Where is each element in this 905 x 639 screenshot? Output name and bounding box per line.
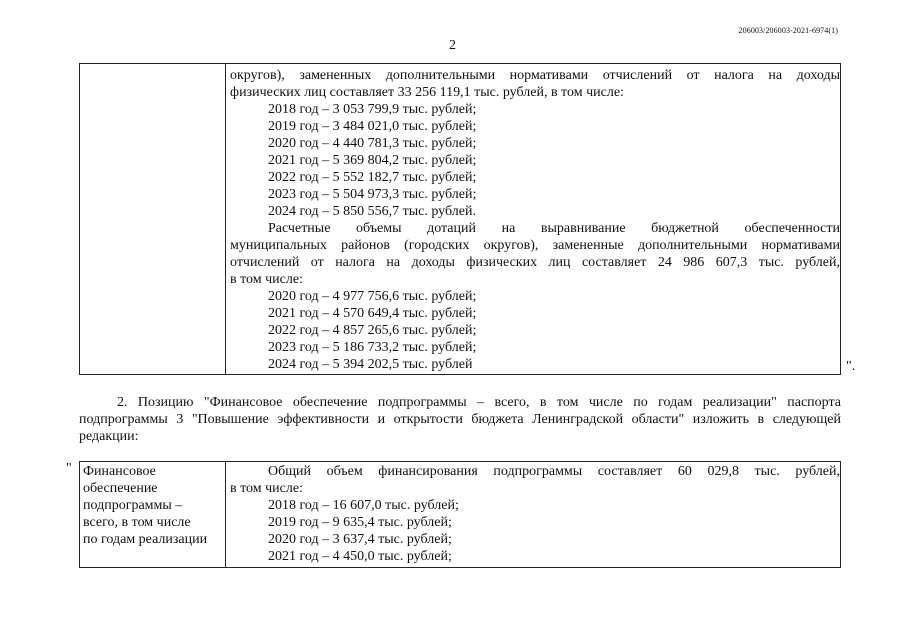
text-line: 2019 год – 9 635,4 тыс. рублей; [268,515,452,530]
page-number: 2 [449,38,456,53]
position-label-cell [83,463,223,548]
text-line: муниципальных районов (городских округов), замененные дополнительными нормативами [230,238,840,253]
paragraph-line: подпрограммы 3 "Повышение эффективности и открытости бюджета Ленинградской области" изложить в следующей [79,412,841,427]
label-line: по годам реализации [83,532,208,547]
text-line: в том числе: [230,272,303,287]
text-line: 2018 год – 16 607,0 тыс. рублей; [268,498,459,513]
label-line: Финансовое [83,464,156,479]
text-line: 2021 год – 5 369 804,2 тыс. рублей; [268,153,477,168]
text-line: 2024 год – 5 850 556,7 тыс. рублей. [268,204,476,219]
text-line: 2023 год – 5 186 733,2 тыс. рублей; [268,340,477,355]
text-line: 2018 год – 3 053 799,9 тыс. рублей; [268,102,477,117]
text-line: 2021 год – 4 450,0 тыс. рублей; [268,549,452,564]
amendment-paragraph [79,394,841,445]
column-divider [225,462,226,567]
document-id: 206003/206003-2021-6974(1) [738,26,838,35]
text-line: физических лиц составляет 33 256 119,1 тыс. рублей, в том числе: [230,85,624,100]
paragraph-line: 2. Позицию "Финансовое обеспечение подпрограммы – всего, в том числе по годам реализации" паспорта [117,395,841,410]
text-line: отчислений от налога на доходы физических лиц составляет 24 986 607,3 тыс. рублей, [230,255,840,270]
column-divider [225,64,226,374]
text-line: Расчетные объемы дотаций на выравнивание бюджетной обеспеченности [268,221,840,236]
text-line: округов), замененных дополнительными нормативами отчислений от налога на доходы [230,68,840,83]
text-line: 2020 год – 4 977 756,6 тыс. рублей; [268,289,477,304]
text-line: 2020 год – 4 440 781,3 тыс. рублей; [268,136,477,151]
closing-quote-mark: ". [846,359,856,374]
funding-text-cell [230,67,840,373]
passport-table-new [79,461,841,568]
text-line: 2020 год – 3 637,4 тыс. рублей; [268,532,452,547]
label-line: всего, в том числе [83,515,191,530]
text-line: 2023 год – 5 504 973,3 тыс. рублей; [268,187,477,202]
label-line: обеспечение [83,481,158,496]
text-line: 2022 год – 4 857 265,6 тыс. рублей; [268,323,477,338]
text-line: 2022 год – 5 552 182,7 тыс. рублей; [268,170,477,185]
passport-table-continued [79,63,841,375]
text-line: 2019 год – 3 484 021,0 тыс. рублей; [268,119,477,134]
text-line: 2021 год – 4 570 649,4 тыс. рублей; [268,306,477,321]
paragraph-line: редакции: [79,429,139,444]
text-line: Общий объем финансирования подпрограммы составляет 60 029,8 тыс. рублей, [268,464,840,479]
text-line: 2024 год – 5 394 202,5 тыс. рублей [268,357,473,372]
funding-text-cell [230,463,840,565]
text-line: в том числе: [230,481,303,496]
label-line: подпрограммы – [83,498,183,513]
opening-quote-mark: " [66,461,72,476]
